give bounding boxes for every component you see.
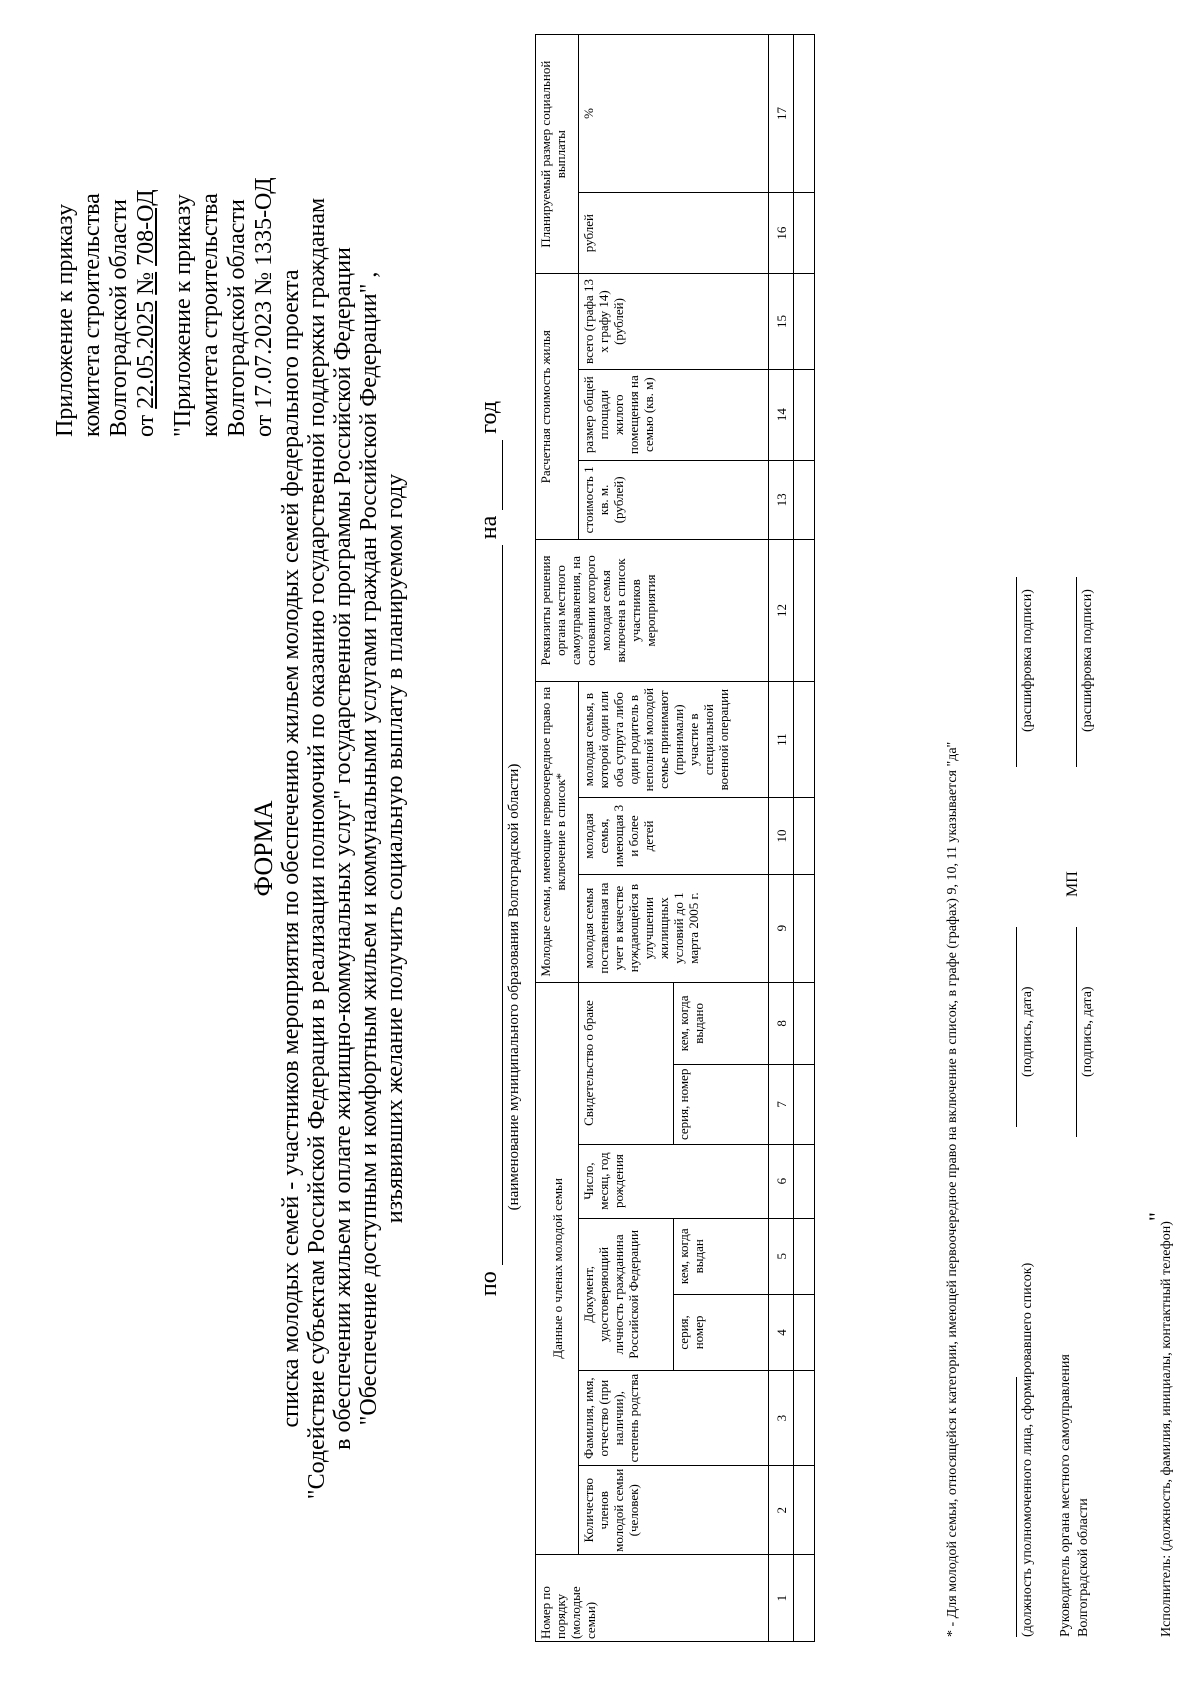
table-cell[interactable] bbox=[794, 540, 815, 682]
sign-date-caption-2: (подпись, дата) bbox=[1080, 986, 1095, 1077]
position-caption: (должность уполномоченного лица, сформировавшего список) bbox=[1020, 1262, 1035, 1637]
table-cell[interactable] bbox=[794, 982, 815, 1065]
header-row-1 bbox=[536, 35, 579, 1642]
th-rubles: рублей bbox=[579, 192, 769, 274]
th-id-doc: Документ, удостоверяющий личность гражданина Российской Федерации bbox=[579, 1218, 674, 1370]
th-payment: Планируемый размер социальной выплаты bbox=[536, 35, 579, 274]
head-line-1: Руководитель органа местного самоуправления bbox=[1058, 1354, 1073, 1637]
col-number: 12 bbox=[769, 540, 794, 682]
appendix-header-new bbox=[52, 189, 160, 437]
col-number: 5 bbox=[769, 1218, 794, 1294]
po-label: по bbox=[476, 1271, 502, 1297]
col-number: 13 bbox=[769, 460, 794, 539]
th-family-data: Данные о членах молодой семьи bbox=[536, 982, 579, 1555]
appendix-line: от 17.07.2023 № 1335-ОД bbox=[251, 177, 277, 437]
table-cell[interactable] bbox=[794, 274, 815, 369]
col-number: 14 bbox=[769, 369, 794, 460]
decoding-line bbox=[1016, 577, 1017, 767]
col-number: 11 bbox=[769, 681, 794, 797]
column-number-row bbox=[769, 35, 794, 1642]
appendix-line: Волгоградской области bbox=[106, 199, 132, 437]
family-list-table bbox=[535, 34, 815, 1642]
appendix-order-line bbox=[133, 189, 160, 437]
col-number: 9 bbox=[769, 874, 794, 982]
table-cell[interactable] bbox=[794, 1065, 815, 1144]
year-blank[interactable] bbox=[480, 440, 503, 510]
decoding-line-2 bbox=[1076, 577, 1077, 767]
forma-heading: ФОРМА bbox=[249, 800, 278, 897]
appendix-line: Волгоградской области bbox=[224, 199, 250, 437]
th-marriage: Свидетельство о браке bbox=[579, 982, 674, 1144]
th-priority-10: молодая семья, имеющая 3 и более детей bbox=[579, 798, 769, 874]
footnote: * - Для молодой семьи, относящейся к категории, имеющей первоочередное право на включение в список, в графе (графах) 9, 10, 11 указывается "да" bbox=[945, 741, 960, 1637]
col-number: 10 bbox=[769, 798, 794, 874]
sign-date-caption: (подпись, дата) bbox=[1020, 986, 1035, 1077]
th-marriage-series: серия, номер bbox=[674, 1065, 769, 1144]
title-line-3: в обеспечении жильем и оплате жилищно-коммунальных услуг" государственной программы Российской Федерации bbox=[330, 247, 356, 1450]
table-cell[interactable] bbox=[794, 1144, 815, 1218]
appendix-line: Приложение к приказу bbox=[52, 203, 78, 437]
appendix-line: "Приложение к приказу bbox=[170, 194, 196, 437]
table-cell[interactable] bbox=[794, 681, 815, 797]
th-birth: Число, месяц, год рождения bbox=[579, 1144, 769, 1218]
col-number: 6 bbox=[769, 1144, 794, 1218]
th-count: Количество членов молодой семьи (человек) bbox=[579, 1466, 769, 1555]
head-line-2: Волгоградской области bbox=[1076, 1498, 1091, 1637]
signature-line bbox=[1016, 927, 1017, 1127]
th-doc-issued: кем, когда выдан bbox=[674, 1218, 769, 1294]
title-line-5: изъявивших желание получить социальную выплату в планируемом году bbox=[382, 473, 408, 1224]
col-number: 7 bbox=[769, 1065, 794, 1144]
position-line bbox=[1016, 1377, 1017, 1637]
title-line-4: "Обеспечение доступным и комфортным жильем и коммунальными услугами граждан Российской Федерации" , bbox=[356, 271, 382, 1426]
table-cell[interactable] bbox=[794, 192, 815, 274]
header-row-2 bbox=[579, 35, 674, 1642]
title-line-2: "Содействие субъектам Российской Федерации в реализации полномочий по оказанию государственной поддержки гражданам bbox=[304, 197, 330, 1500]
closing-quote: " bbox=[1144, 1212, 1169, 1222]
stamp-place: МП bbox=[1064, 871, 1081, 897]
col-number: 2 bbox=[769, 1466, 794, 1555]
th-percent: % bbox=[579, 35, 769, 193]
executor-text: Исполнитель: (должность, фамилия, инициалы, контактный телефон) bbox=[1159, 1221, 1174, 1637]
th-number: Номер по порядку (молодые семьи) bbox=[536, 1555, 769, 1642]
col-number: 8 bbox=[769, 982, 794, 1065]
table-cell[interactable] bbox=[794, 798, 815, 874]
table-cell[interactable] bbox=[794, 1371, 815, 1466]
decoding-caption-2: (расшифровка подписи) bbox=[1080, 589, 1095, 732]
table-cell[interactable] bbox=[794, 369, 815, 460]
table-cell[interactable] bbox=[794, 874, 815, 982]
col-number: 1 bbox=[769, 1555, 794, 1642]
municipality-blank[interactable] bbox=[480, 545, 503, 1265]
table-cell[interactable] bbox=[794, 460, 815, 539]
appendix-line: комитета строительства bbox=[79, 193, 105, 437]
col-number: 3 bbox=[769, 1371, 794, 1466]
signature-line-2 bbox=[1076, 927, 1077, 1137]
form-title bbox=[250, 0, 408, 1697]
th-priority-11: молодая семья, в которой один или оба супруга либо один родитель в неполной молодой семье принимают (принимали) участие в специальной военной операции bbox=[579, 681, 769, 797]
table-cell[interactable] bbox=[794, 1294, 815, 1370]
th-total: всего (графа 13 х графу 14) (рублей) bbox=[579, 274, 769, 369]
table-cell[interactable] bbox=[794, 1218, 815, 1294]
th-cost-per-m: стоимость 1 кв. м. (рублей) bbox=[579, 460, 769, 539]
th-fio: Фамилия, имя, отчество (при наличии), степень родства bbox=[579, 1371, 769, 1466]
appendix-from: от bbox=[133, 414, 159, 437]
appendix-line: комитета строительства bbox=[197, 193, 223, 437]
th-priority-9: молодая семья поставленная на учет в качестве нуждающейся в улучшении жилищных условий до 1 марта 2005 г. bbox=[579, 874, 769, 982]
th-priority: Молодые семьи, имеющие первоочередное право на включение в список* bbox=[536, 681, 579, 982]
table-cell[interactable] bbox=[794, 1466, 815, 1555]
table-row bbox=[794, 35, 815, 1642]
municipality-line bbox=[475, 0, 503, 1697]
th-area: размер общей площади жилого помещения на семью (кв. м) bbox=[579, 369, 769, 460]
appendix-no-sign: № bbox=[133, 271, 159, 295]
executor-line bbox=[1144, 1212, 1176, 1637]
col-number: 15 bbox=[769, 274, 794, 369]
th-cost: Расчетная стоимость жилья bbox=[536, 274, 579, 540]
table-cell[interactable] bbox=[794, 1555, 815, 1642]
th-doc-series: серия, номер bbox=[674, 1294, 769, 1370]
appendix-number: 708-ОД bbox=[133, 189, 159, 266]
decoding-caption: (расшифровка подписи) bbox=[1020, 589, 1035, 732]
col-number: 17 bbox=[769, 35, 794, 193]
title-line-1: списка молодых семей - участников мероприятия по обеспечению жильем молодых семей федерального проекта bbox=[278, 269, 304, 1428]
na-label: на bbox=[476, 515, 502, 540]
municipality-caption: (наименование муниципального образования Волгоградской области) bbox=[506, 763, 522, 1211]
god-label: год bbox=[476, 400, 502, 434]
col-number: 4 bbox=[769, 1294, 794, 1370]
col-number: 16 bbox=[769, 192, 794, 274]
table-cell[interactable] bbox=[794, 35, 815, 193]
th-marriage-issued: кем, когда выдано bbox=[674, 982, 769, 1065]
appendix-date: 22.05.2025 bbox=[133, 300, 159, 409]
th-requisites: Реквизиты решения органа местного самоуправления, на основании которого молодая семья включена в список участников мероприятия bbox=[536, 540, 769, 682]
